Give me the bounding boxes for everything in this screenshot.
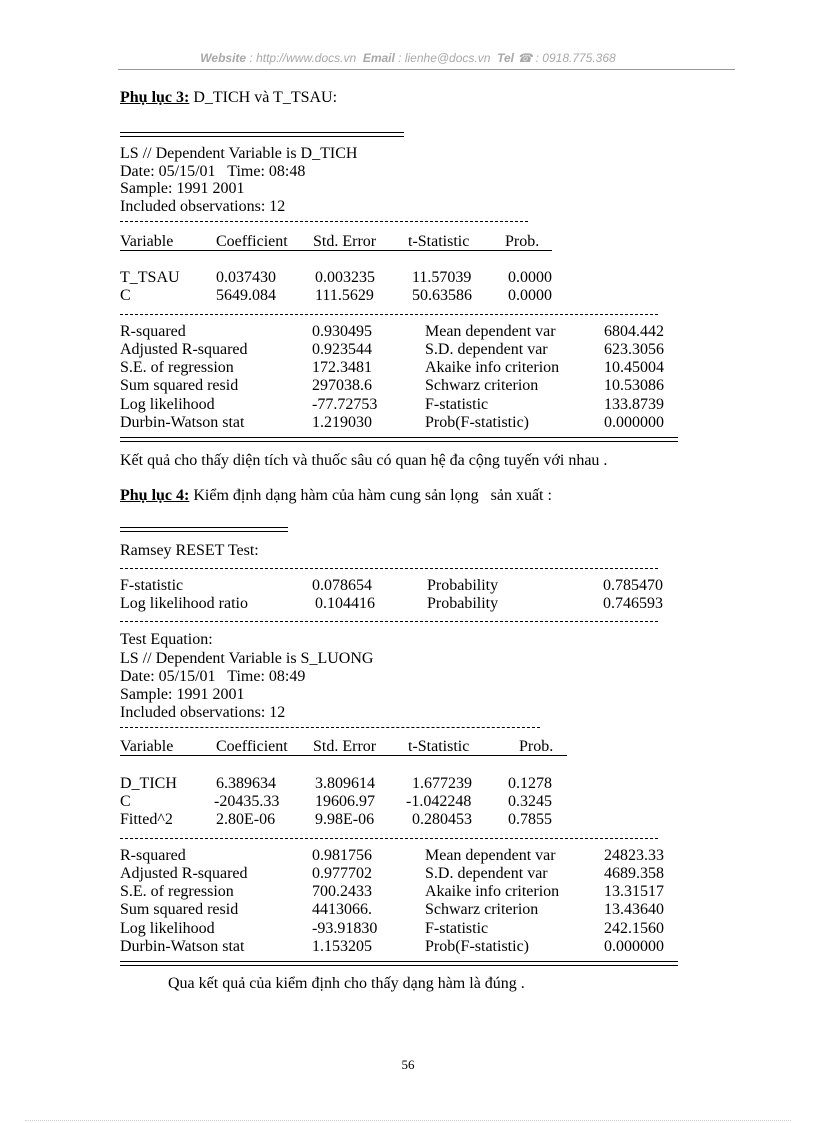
double-rule <box>120 132 404 137</box>
s3-stat3-value2: 10.45004 <box>604 359 664 376</box>
s4-obs-line: Included observations: 12 <box>120 704 286 721</box>
s4-row3-t-stat: 0.280453 <box>412 811 472 828</box>
dashed-rule <box>120 727 540 728</box>
s4-stat1-label2: Mean dependent var <box>425 847 556 864</box>
s3-stat5-value: -77.72753 <box>312 396 378 413</box>
s4-stat5-label2: F-statistic <box>425 920 489 937</box>
reset-row1-label: F-statistic <box>120 577 184 594</box>
col-header-std-error: Std. Error <box>313 738 377 755</box>
reset-row1-label2: Probability <box>427 577 499 594</box>
website-label: Website <box>200 51 247 65</box>
s3-obs-line: Included observations: 12 <box>120 198 286 215</box>
s3-stat1-label: R-squared <box>120 323 186 340</box>
ramsey-reset-title: Ramsey RESET Test: <box>120 542 259 559</box>
s4-row3-prob: 0.7855 <box>508 811 552 828</box>
s3-stat2-label2: S.D. dependent var <box>425 341 548 358</box>
section4-label: Phụ lục 4: <box>120 487 190 504</box>
s4-row1-prob: 0.1278 <box>508 775 552 792</box>
reset-row2-label2: Probability <box>427 595 499 612</box>
email-label: Email <box>362 51 395 65</box>
page-bottom-rule <box>25 1120 791 1121</box>
dashed-rule <box>120 838 658 839</box>
s3-stat2-value: 0.923544 <box>312 341 372 358</box>
s4-conclusion: Qua kết quả của kiểm định cho thấy dạng hàm là đúng . <box>168 975 525 992</box>
page-header <box>0 51 816 65</box>
s4-row3-coefficient: 2.80E-06 <box>216 811 276 828</box>
reset-row2-value: 0.104416 <box>315 595 375 612</box>
s3-stat5-label2: F-statistic <box>425 396 489 413</box>
s3-row1-prob: 0.0000 <box>508 269 552 286</box>
s4-stat5-value: -93.91830 <box>312 920 378 937</box>
col-header-coefficient: Coefficient <box>216 738 288 755</box>
dashed-rule <box>120 221 528 222</box>
tel-label: Tel <box>497 51 514 65</box>
header-rule <box>118 69 735 70</box>
s3-stat2-value2: 623.3056 <box>604 341 664 358</box>
s3-stat1-value: 0.930495 <box>312 323 372 340</box>
test-equation-line: Test Equation: <box>120 631 213 648</box>
section4-title: Kiểm định dạng hàm của hàm cung sản lọng sản xuất : <box>189 487 552 504</box>
s4-row2-prob: 0.3245 <box>508 793 552 810</box>
col-header-prob: Prob. <box>505 233 540 250</box>
section3-label: Phụ lục 3: <box>120 89 190 106</box>
s3-stat6-label: Durbin-Watson stat <box>120 414 245 431</box>
s4-row2-coefficient: -20435.33 <box>214 793 280 810</box>
s3-stat6-label2: Prob(F-statistic) <box>425 414 529 431</box>
s4-stat4-value2: 13.43640 <box>604 901 664 918</box>
s3-stat1-value2: 6804.442 <box>604 323 664 340</box>
email-address: : lienhe@docs.vn <box>398 51 491 65</box>
s3-stat6-value2: 0.000000 <box>604 414 664 431</box>
s3-date-line: Date: 05/15/01 Time: 08:48 <box>120 163 306 180</box>
reset-row2-value2: 0.746593 <box>603 595 663 612</box>
s3-stat2-label: Adjusted R-squared <box>120 341 248 358</box>
col-header-coefficient: Coefficient <box>216 233 288 250</box>
s3-row1-std-error: 0.003235 <box>315 269 375 286</box>
col-header-variable: Variable <box>120 233 174 250</box>
col-header-prob: Prob. <box>519 738 554 755</box>
dashed-rule <box>120 621 658 622</box>
s4-row1-coefficient: 6.389634 <box>216 775 276 792</box>
s4-stat1-value: 0.981756 <box>312 847 372 864</box>
double-rule <box>120 961 678 966</box>
s3-conclusion: Kết quả cho thấy diện tích và thuốc sâu có quan hệ đa cộng tuyến với nhau . <box>120 452 608 469</box>
s4-stat1-value2: 24823.33 <box>604 847 664 864</box>
s3-stat6-value: 1.219030 <box>312 414 372 431</box>
s4-row3-std-error: 9.98E-06 <box>315 811 375 828</box>
col-header-t-statistic: t-Statistic <box>408 233 470 250</box>
s4-row1-t-stat: 1.677239 <box>412 775 472 792</box>
s3-stat4-label2: Schwarz criterion <box>425 377 539 394</box>
s3-stat3-label2: Akaike info criterion <box>425 359 560 376</box>
s4-stat4-value: 4413066. <box>312 901 372 918</box>
s4-stat2-value: 0.977702 <box>312 865 372 882</box>
s4-sample-line: Sample: 1991 2001 <box>120 686 245 703</box>
s4-row1-std-error: 3.809614 <box>315 775 375 792</box>
s4-stat3-label2: Akaike info criterion <box>425 883 560 900</box>
reset-row1-value2: 0.785470 <box>603 577 663 594</box>
s4-stat5-value2: 242.1560 <box>604 920 664 937</box>
s3-row2-t-stat: 50.63586 <box>412 287 472 304</box>
s4-stat6-label: Durbin-Watson stat <box>120 938 245 955</box>
page-number: 56 <box>401 1057 415 1072</box>
s3-row1-coefficient: 0.037430 <box>216 269 276 286</box>
s3-stat5-value2: 133.8739 <box>604 396 664 413</box>
s3-stat4-value: 297038.6 <box>312 377 372 394</box>
s4-stat2-label2: S.D. dependent var <box>425 865 548 882</box>
s3-stat4-label: Sum squared resid <box>120 377 239 394</box>
dashed-rule <box>120 568 658 569</box>
s3-row2-coefficient: 5649.084 <box>216 287 276 304</box>
s4-stat6-label2: Prob(F-statistic) <box>425 938 529 955</box>
s3-row2-std-error: 111.5629 <box>315 287 374 304</box>
dashed-rule <box>120 314 658 315</box>
s4-row3-variable: Fitted^2 <box>120 811 173 828</box>
tel-number: : 0918.775.368 <box>535 51 616 65</box>
reset-row2-label: Log likelihood ratio <box>120 595 248 612</box>
s3-stat4-value2: 10.53086 <box>604 377 664 394</box>
s4-stat6-value: 1.153205 <box>312 938 372 955</box>
double-rule <box>120 527 288 532</box>
s4-row1-variable: D_TICH <box>120 775 177 792</box>
col-header-variable: Variable <box>120 738 174 755</box>
s3-stat5-label: Log likelihood <box>120 396 215 413</box>
s4-ls-line: LS // Dependent Variable is S_LUONG <box>120 650 374 667</box>
s4-stat3-value2: 13.31517 <box>604 883 664 900</box>
col-header-std-error: Std. Error <box>313 233 377 250</box>
s4-stat3-label: S.E. of regression <box>120 883 234 900</box>
header-underline <box>120 250 552 251</box>
s3-row1-t-stat: 11.57039 <box>412 269 472 286</box>
phone-icon: ☎ <box>517 51 533 65</box>
s4-stat3-value: 700.2433 <box>312 883 372 900</box>
s4-stat1-label: R-squared <box>120 847 186 864</box>
s3-stat1-label2: Mean dependent var <box>425 323 556 340</box>
section4-heading <box>120 487 552 505</box>
double-rule <box>120 437 678 442</box>
s3-row2-prob: 0.0000 <box>508 287 552 304</box>
s3-stat3-value: 172.3481 <box>312 359 372 376</box>
s4-stat2-label: Adjusted R-squared <box>120 865 248 882</box>
header-underline <box>120 755 567 756</box>
s4-stat4-label2: Schwarz criterion <box>425 901 539 918</box>
s3-sample-line: Sample: 1991 2001 <box>120 180 245 197</box>
s4-stat2-value2: 4689.358 <box>604 865 664 882</box>
section3-heading <box>120 89 337 107</box>
s3-row2-variable: C <box>120 287 131 304</box>
reset-row1-value: 0.078654 <box>312 577 372 594</box>
col-header-t-statistic: t-Statistic <box>408 738 470 755</box>
s4-stat4-label: Sum squared resid <box>120 901 239 918</box>
s4-row2-std-error: 19606.97 <box>315 793 375 810</box>
s4-stat6-value2: 0.000000 <box>604 938 664 955</box>
s4-date-line: Date: 05/15/01 Time: 08:49 <box>120 668 306 685</box>
section3-title: D_TICH và T_TSAU: <box>189 89 338 106</box>
s3-ls-line: LS // Dependent Variable is D_TICH <box>120 145 358 162</box>
s4-row2-variable: C <box>120 793 131 810</box>
s4-stat5-label: Log likelihood <box>120 920 215 937</box>
s3-row1-variable: T_TSAU <box>120 269 180 286</box>
website-url: : http://www.docs.vn <box>249 51 357 65</box>
s4-row2-t-stat: -1.042248 <box>406 793 472 810</box>
s3-stat3-label: S.E. of regression <box>120 359 234 376</box>
